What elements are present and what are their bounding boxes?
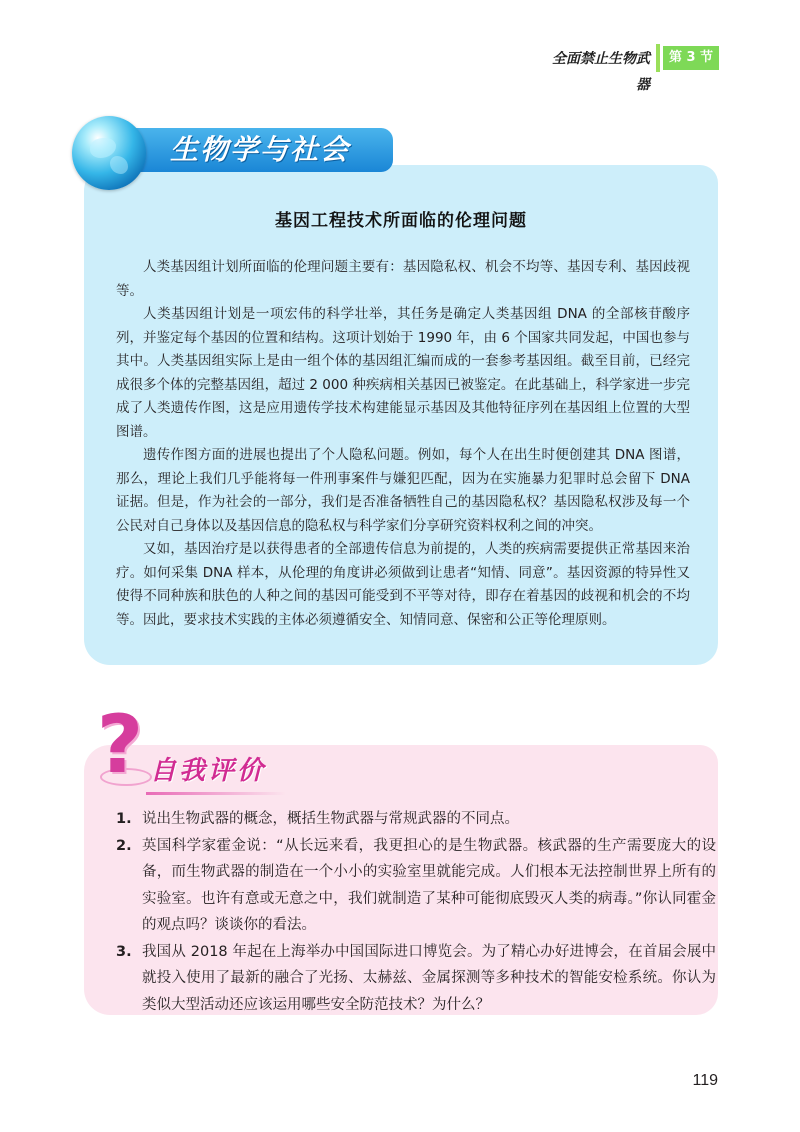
question-item (116, 939, 716, 1019)
chapter-header-title: 全面禁止生物武器 (552, 51, 650, 93)
question-list (116, 806, 716, 1018)
section-badge: 第 3 节 (663, 46, 719, 70)
question-text: 英国科学家霍金说：“从长远来看，我更担心的是生物武器。核武器的生产需要庞大的设备，而生物武器的制造在一个小小的实验室里就能完成。人们根本无法控制世界上所有的实验室。也许有意或无意之中，我们就制造了某种可能彻底毁灭人类的病毒。”你认同霍金的观点吗？谈谈你的看法。 (142, 837, 716, 933)
page-number: 119 (692, 1072, 718, 1089)
section-banner-title: 生物学与社会 (170, 133, 351, 166)
question-number: 2. (116, 837, 132, 854)
title-underline (146, 792, 286, 795)
article-body (116, 256, 690, 632)
article-paragraph: 人类基因组计划所面临的伦理问题主要有：基因隐私权、机会不均等、基因专利、基因歧视等。 (116, 259, 690, 299)
article-paragraph: 又如，基因治疗是以获得患者的全部遗传信息为前提的，人类的疾病需要提供正常基因来治疗。如何采集 DNA 样本，从伦理的角度讲必须做到让患者“知情、同意”。基因资源的特异性又使得不同种族和肤色的人种之间的基因可能受到不平等对待，即存在着基因的歧视和机会的不均等。因此，要求技术实践的主体必须遵循安全、知情同意、保密和公正等伦理原则。 (116, 541, 690, 628)
globe-icon (72, 116, 146, 190)
question-mark-icon: ? (96, 698, 144, 791)
question-text: 说出生物武器的概念，概括生物武器与常规武器的不同点。 (142, 811, 519, 827)
question-item (116, 806, 716, 833)
article-paragraph: 遗传作图方面的进展也提出了个人隐私问题。例如，每个人在出生时便创建其 DNA 图谱，那么，理论上我们几乎能将每一件刑事案件与嫌犯匹配，因为在实施暴力犯罪时总会留下 DNA 证据。但是，作为社会的一部分，我们是否准备牺牲自己的基因隐私权？基因隐私权涉及每一个公民对自己身体以及基因信息的隐私权与科学家们分享研究资料权利之间的冲突。 (116, 447, 690, 534)
question-number: 1. (116, 811, 132, 827)
article-paragraph: 人类基因组计划是一项宏伟的科学壮举，其任务是确定人类基因组 DNA 的全部核苷酸序列，并鉴定每个基因的位置和结构。这项计划始于 1990 年，由 6 个国家共同发起，中国也参与其中。人类基因组实际上是由一组个体的基因组汇编而成的一套参考基因组。截至目前，已经完成很多个体的完整基因组，超过 2 000 种疾病相关基因已被鉴定。在此基础上，科学家进一步完成了人类遗传作图，这是应用遗传学技术构建能显示基因及其他特征序列在基因组上位置的大型图谱。 (116, 306, 690, 440)
question-number: 3. (116, 943, 132, 960)
article-title: 基因工程技术所面临的伦理问题 (275, 211, 527, 231)
question-text: 我国从 2018 年起在上海举办中国国际进口博览会。为了精心办好进博会，在首届会展中就投入使用了最新的融合了光扬、太赫兹、金属探测等多种技术的智能安检系统。你认为类似大型活动还应该运用哪些安全防范技术？为什么？ (142, 943, 716, 1013)
question-item (116, 833, 716, 939)
header-divider (656, 44, 660, 72)
self-evaluation-title: 自我评价 (150, 756, 267, 786)
